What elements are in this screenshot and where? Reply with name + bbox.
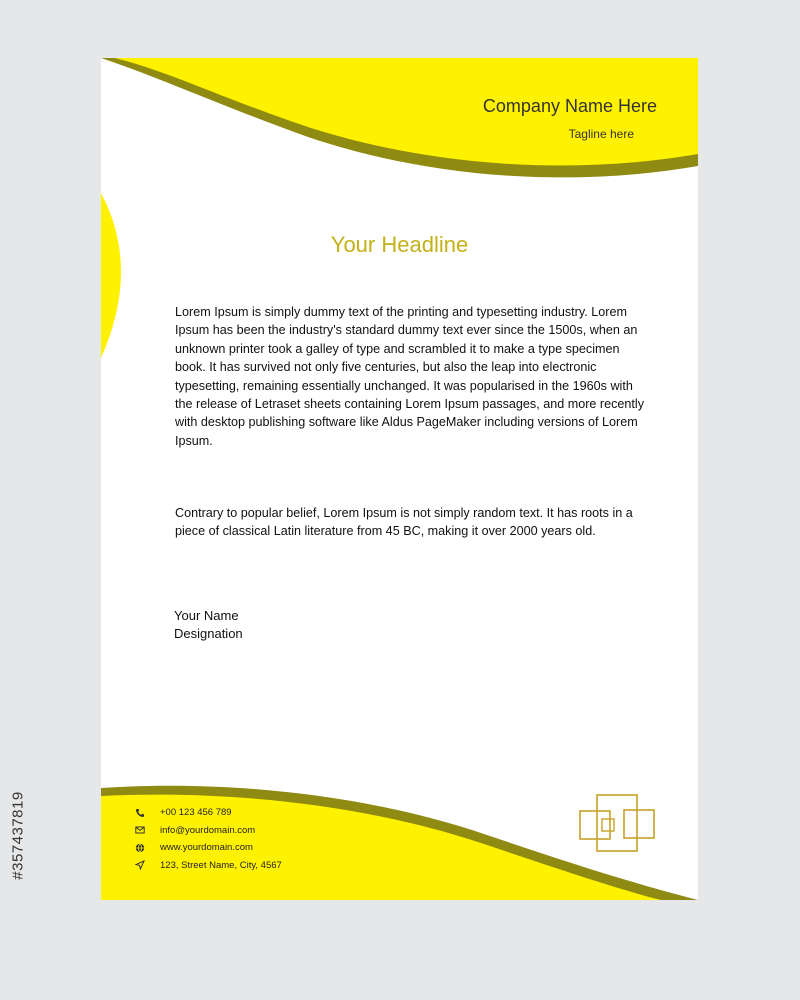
decorative-shapes: [101, 58, 698, 900]
phone-icon: [135, 808, 145, 818]
contact-address-text: 123, Street Name, City, 4567: [160, 859, 282, 871]
globe-icon: [135, 843, 145, 853]
signature-designation: Designation: [174, 626, 243, 641]
stock-id-text: #357437819: [9, 790, 27, 880]
left-yellow-arc: [101, 193, 121, 358]
contact-list: [135, 804, 282, 874]
contact-website: [135, 839, 282, 857]
stock-id-label: [6, 765, 30, 905]
tagline: Tagline here: [568, 127, 634, 141]
contact-phone-text: +00 123 456 789: [160, 807, 232, 819]
headline: Your Headline: [330, 232, 469, 257]
signature-name: Your Name: [174, 608, 239, 623]
location-icon: [135, 860, 145, 870]
contact-address: [135, 857, 282, 875]
mail-icon: [135, 825, 145, 835]
company-name: Company Name Here: [482, 96, 657, 116]
contact-email: [135, 822, 282, 840]
body-paragraph-1: Lorem Ipsum is simply dummy text of the printing and typesetting industry. Lorem Ipsum has been the industry's standard dummy text ever since the 1500s, when an unknown printer took a galley of type and scrambled it to make a type specimen book. It has survived not only five centuries, but also the leap into electronic typesetting, remaining essentially unchanged. It was popularised in the 1960s with the release of Letraset sheets containing Lorem Ipsum passages, and more recently with desktop publishing software like Aldus PageMaker including versions of Lorem Ipsum.: [175, 305, 645, 448]
contact-website-text: www.yourdomain.com: [160, 842, 253, 854]
letterhead-page: [101, 58, 698, 900]
contact-phone: [135, 804, 282, 822]
company-logo-icon: [578, 793, 658, 855]
contact-email-text: info@yourdomain.com: [160, 824, 256, 836]
body-paragraph-2: Contrary to popular belief, Lorem Ipsum is not simply random text. It has roots in a piece of classical Latin literature from 45 BC, making it over 2000 years old.: [175, 506, 633, 539]
